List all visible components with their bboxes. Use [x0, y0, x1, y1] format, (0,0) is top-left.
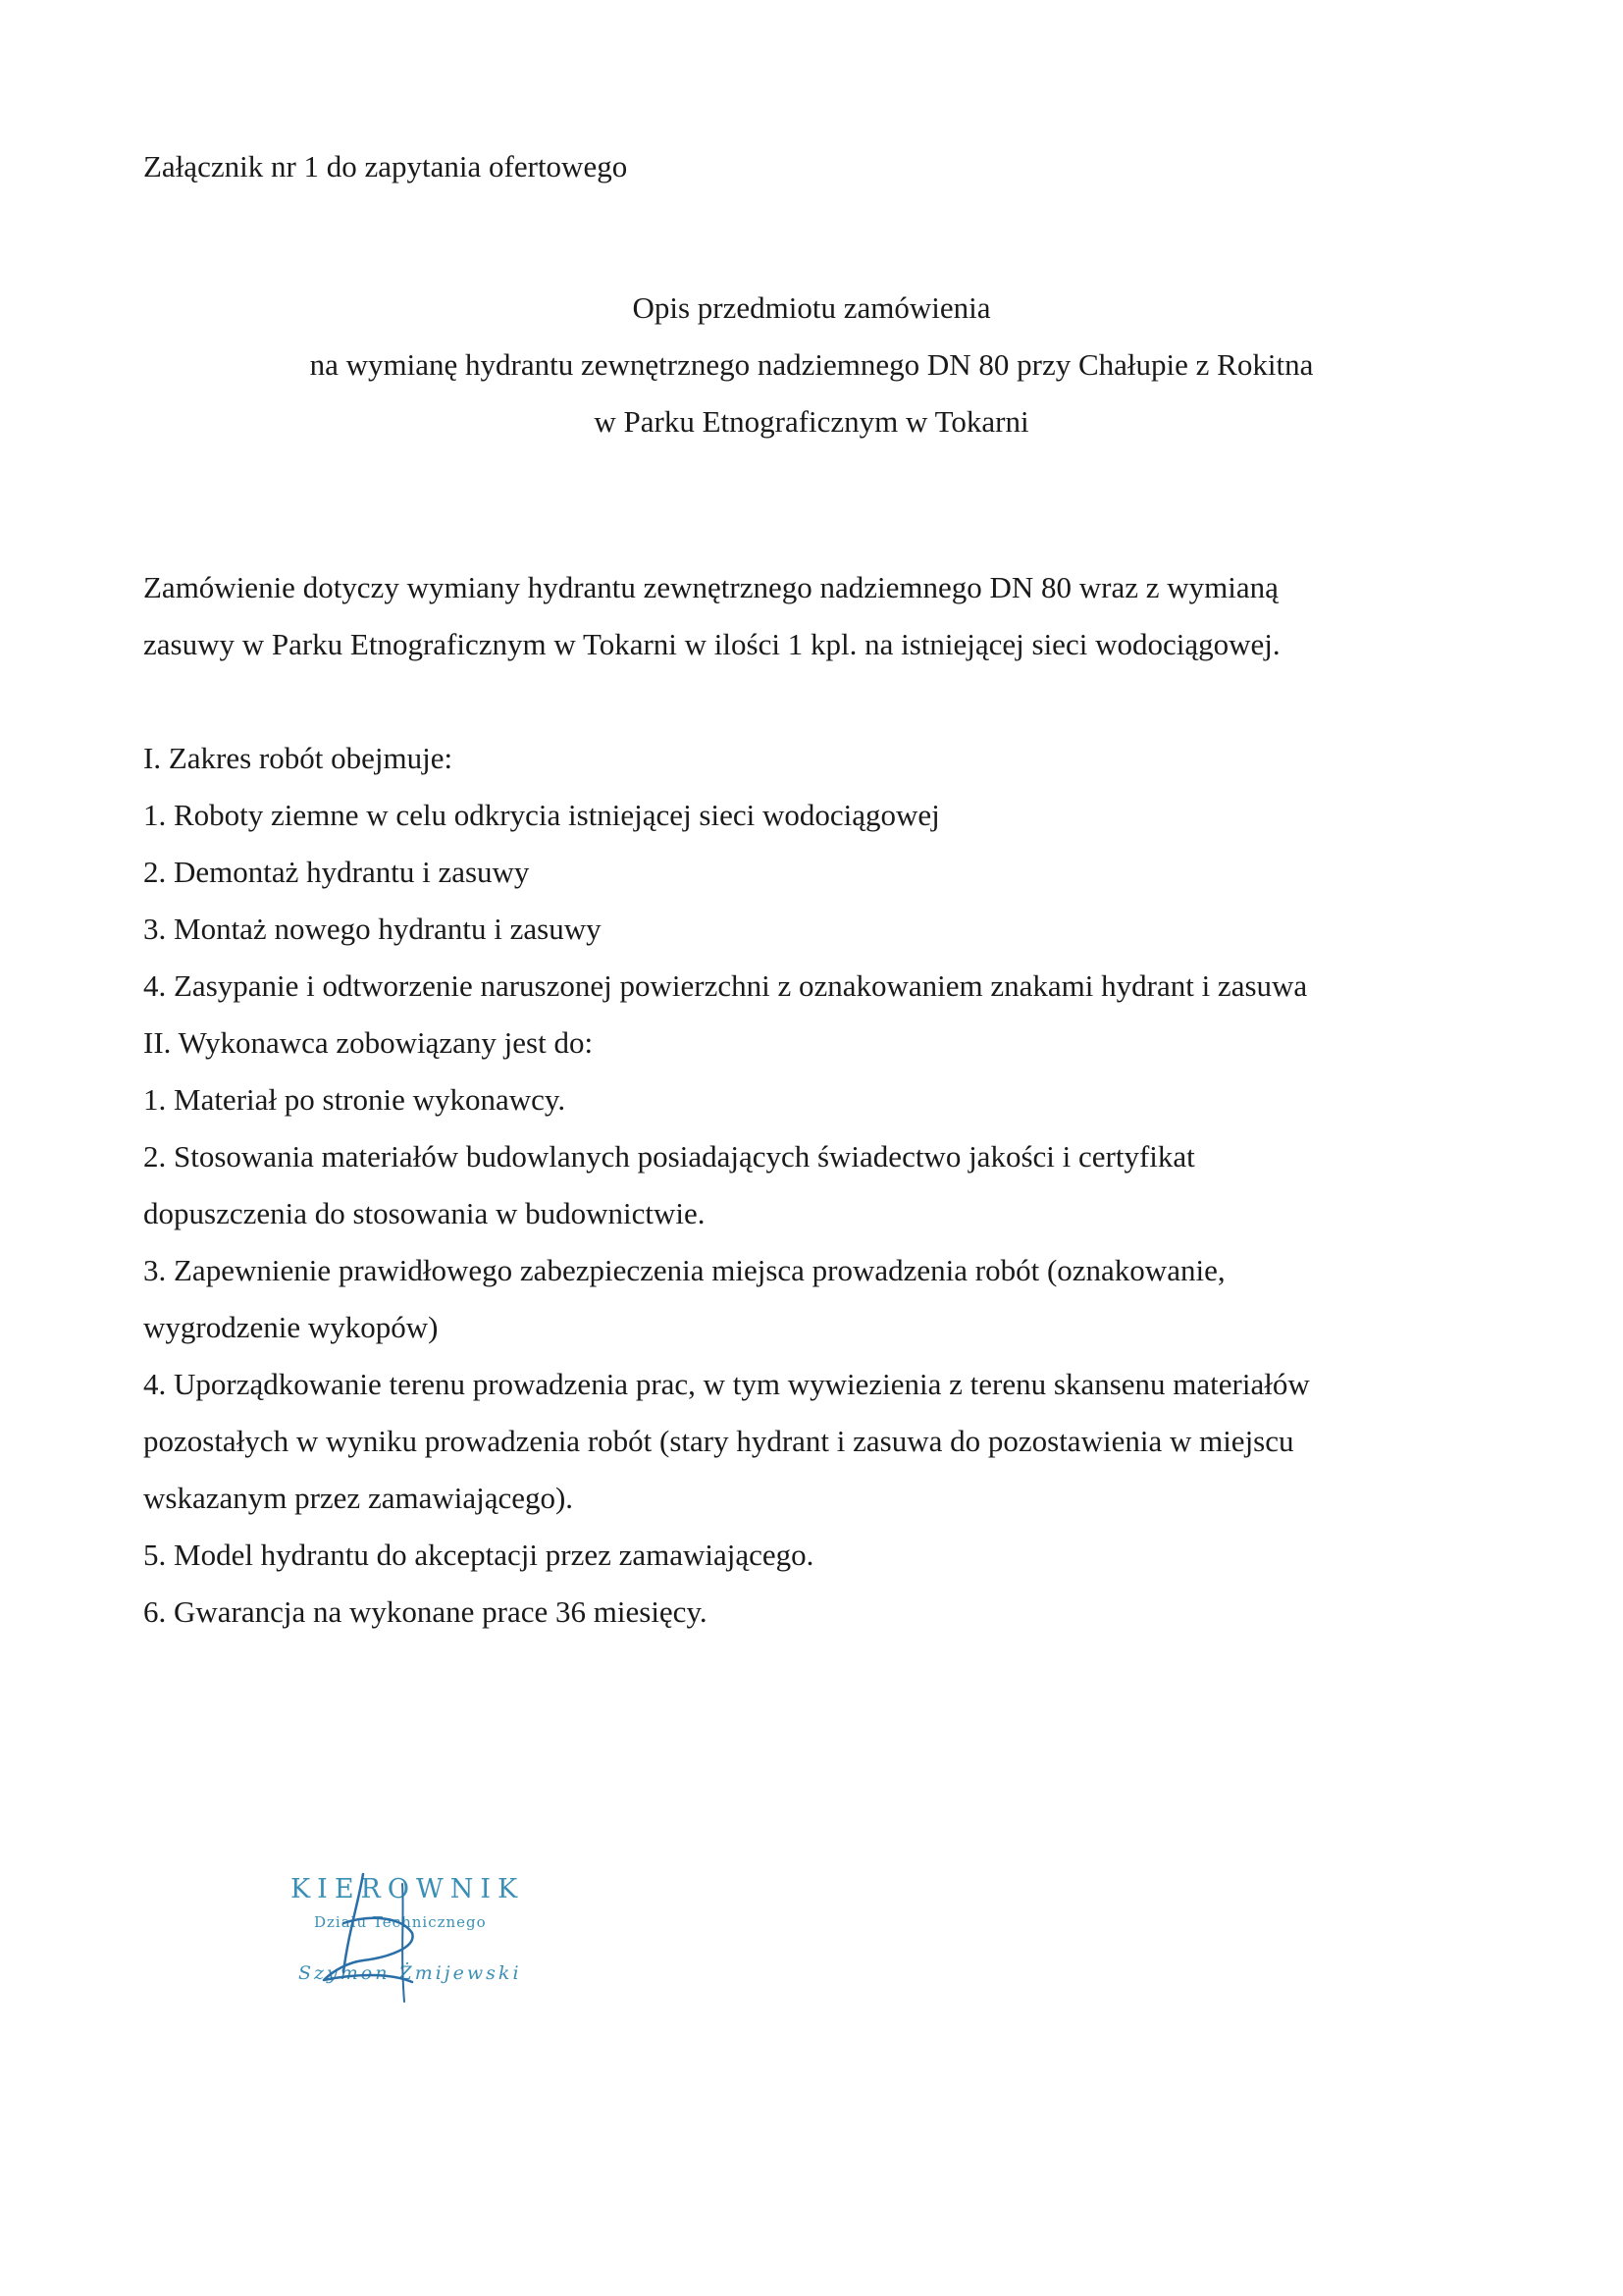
intro-line-1: Zamówienie dotyczy wymiany hydrantu zewnętrznego nadziemnego DN 80 wraz z wymianą: [143, 570, 1279, 604]
section-1-heading: I. Zakres robót obejmuje:: [143, 741, 453, 775]
section-1-item: 2. Demontaż hydrantu i zasuwy: [143, 855, 530, 889]
intro-line-2: zasuwy w Parku Etnograficznym w Tokarni w ilości 1 kpl. na istniejącej sieci wodociągowej.: [143, 627, 1281, 661]
section-2-line: pozostałych w wyniku prowadzenia robót (stary hydrant i zasuwa do pozostawienia w miejscu: [143, 1424, 1294, 1458]
section-2-line: 3. Zapewnienie prawidłowego zabezpieczenia miejsca prowadzenia robót (oznakowanie,: [143, 1253, 1226, 1287]
section-1-item: 1. Roboty ziemne w celu odkrycia istniejącej sieci wodociągowej: [143, 798, 940, 832]
title-line-3: w Parku Etnograficznym w Tokarni: [594, 404, 1029, 439]
stamp-title: KIEROWNIK: [290, 1874, 525, 1905]
section-2-line: wygrodzenie wykopów): [143, 1310, 439, 1344]
section-2-line: wskazanym przez zamawiającego).: [143, 1481, 574, 1515]
title-line-2: na wymianę hydrantu zewnętrznego nadziemnego DN 80 przy Chałupie z Rokitna: [309, 347, 1314, 382]
document-title: [0, 280, 1623, 450]
section-1-item: 4. Zasypanie i odtworzenie naruszonej powierzchni z oznakowaniem znakami hydrant i zasuwa: [143, 968, 1308, 1003]
section-2-line: 2. Stosowania materiałów budowlanych posiadających świadectwo jakości i certyfikat: [143, 1139, 1195, 1174]
section-2-heading: II. Wykonawca zobowiązany jest do:: [143, 1025, 594, 1060]
section-2-line: 6. Gwarancja na wykonane prace 36 miesięcy.: [143, 1594, 707, 1629]
section-2-line: dopuszczenia do stosowania w budownictwie.: [143, 1196, 706, 1230]
stamp-department: Działu Technicznego: [314, 1913, 487, 1931]
stamp-name: Szymon Żmijewski: [298, 1962, 522, 1984]
title-line-1: Opis przedmiotu zamówienia: [632, 290, 991, 325]
section-2-line: 1. Materiał po stronie wykonawcy.: [143, 1082, 566, 1117]
section-2-line: 4. Uporządkowanie terenu prowadzenia prac, w tym wywiezienia z terenu skansenu materiałów: [143, 1367, 1310, 1401]
handwritten-signature: [294, 1864, 491, 2011]
attachment-header: Załącznik nr 1 do zapytania ofertowego: [143, 149, 628, 183]
paragraph-gap: [143, 673, 1517, 730]
section-2-line: 5. Model hydrantu do akceptacji przez zamawiającego.: [143, 1538, 814, 1572]
document-body: [143, 559, 1517, 1641]
section-1-item: 3. Montaż nowego hydrantu i zasuwy: [143, 912, 602, 946]
